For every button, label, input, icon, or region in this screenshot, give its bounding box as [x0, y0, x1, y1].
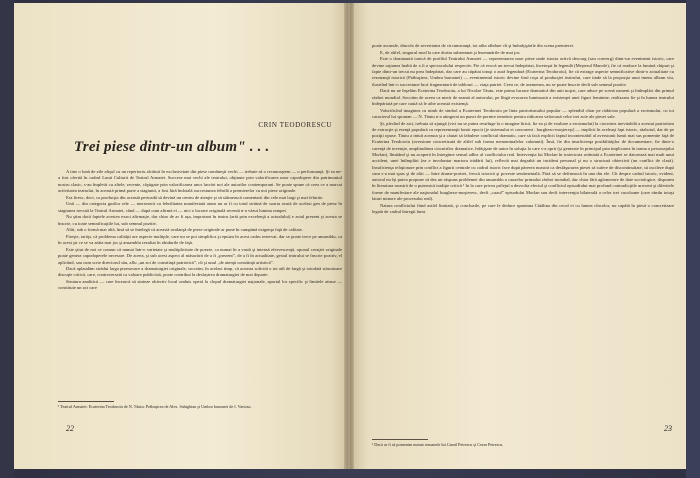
- paragraph: Valorificînd imaginea cu nimb de simbol a Ecaterinei Teodoroiu pe linia patriotismului popular — splendid chiar pe rădăcina populară a eroismului, cu tot caracterul lui spontan — N. Tăutu n-a atingerat un punct de pornire temeinic pentru ridicarea valoroasă celor trei acte ale piesei sale.: [372, 107, 674, 119]
- article-author: CRIN TEODORESCU: [258, 121, 332, 129]
- paragraph: Strutura analitică — care încearcă să sinteze obiectiv locul onduis operă la clopul dramaturgiei naţionale, aportul lor specific şi limitele atinse — constituie un act care: [58, 279, 342, 291]
- left-page: [14, 3, 348, 469]
- paragraph: Unii — din categoria gurilor rele — merseseră cu febrilitatea manifestată atum nu ar fi cu totul străină de soarta avută de acelasi gen de piese în stagiunea trecută la Teatrul Armatei, când — după cum afirmă ei — nici o lucrare originală recentă n-a văzut lumina rampei.: [58, 201, 342, 213]
- paragraph: Fireşte, iarăşi, că problema calităţii are aspecte multiple, care nu se pot simplifica şi epuiza în acest cadru rezervat, dar se poate trece pe ansamblu, ca în acest şir ce se va arăta mai jos şi ansamblu rezultat în rândurile de faţă.: [58, 233, 342, 246]
- paragraph: Dacă aplaudăm strădui larga promovare a dramaturgiei originale, socotim, în acelasi timp, că aceasta solicită o tot atît de largă şi totodată stăruitoare discuţie critică, care, controversată ca valoare publicistă, poate contribui la deslușirea dramaturgiei de mai departe.: [58, 266, 342, 278]
- paragraph: Este ştiut de noi ce comun că numai într-o varietate şi multiplicitate de poezie, ca numai în a vastă şi intensă efervescenţă, oponul creaţiei originale poate genera capodoperele necesare. De aceea, şi sub acest aspect al măsurării de a fi „prezent”, de a fi în actualitate, gestul teatrului se înscrie pozitiv, el aplicând, sau cum scrie directorul său, aflu „un act de constiinţă patriotică”, cît şi unul „de atenţă constiinţă artistică”.: [58, 246, 342, 265]
- article-title: Trei piese dintr-un album" . . .: [74, 139, 270, 155]
- right-page-body: [372, 43, 674, 441]
- footnote: ¹ Teatrul Armatei: Ecaterina Teodoroiu de N. Tăutu; Prăbuşirea de Alex. Sahighian şi Umbra baroanei de I. Vartosu.: [58, 404, 252, 409]
- paragraph: A tine o lună de zile afişul cu un repertoriu alcătuit în exclusivitate din piese româneşti vechi — trebuie să o recunoaştem — o performanţă. Şi ea ne-a fost oferită în cadrul Lunii Culturii de Teatrul Armatei. Succese mai vechi ale teatrului, obţinute prin valorificarea unor capodopere din patrimoniul nostru clasic, s-au împletit cu altele, recente, câştigate prin valorificarea unor lucrări noi ale autorilor contemporani. Se poate spune că ceea ce a marcat activitatea teatrului, în această primă parte a stagiunii, a fost fără îndoială succesiunea febrilă a premierelor cu noi piese originale.: [58, 169, 342, 193]
- paragraph: Natura conflictului fiind astfel limitată, şi concluzile, pe care le deduce spontana Cătălina din cecul ei cu lumea cîncolor, nu capătă în piesă o concretizare legată de cadrul întregii lumi.: [372, 202, 674, 215]
- paragraph: Nu ştim dacă faptele acestea exact afirmaţie, dar chiar de ar fi aşa, important în teatru (artă prin excelenţă a actualului) e actul prezent şi acesta se înscrie, cu toate semnificaţiile lui, sub semnul pozitiv.: [58, 214, 342, 226]
- paragraph: Este o dominantă tonică de profilul Teatrului Armatei — reprezentarea unor piese unde istoria activă descurg (sau converg) dintr-un eveniment istoric, care devine raţiunea înaltă de a fi a spectacolului respectiv. Fie că evocă un trecut îndepărtat, încetoşat în legendă (Meşterul Manole), fie că readuce la lumină chipuri şi fapte dintr-un trecut nu prea îndepărtat, dar care au căpătat totuşi o aură legendară (Ecaterina Teodoroiu), fie că extrage aspecte semnificative dintr-o actualitate cu rezonanţă istorică (Prăbuşirea, Umbra baroanei) — evenimentul istoric devine firul roşu al producţiei teatrului, care tinde să la proporţia unui imens album viu, ilustrînd într-o succesiune lucă fragmentară de tablouri — viaţa patriei. Ceea ce, de asemenea, nu se poate înscrie decît sub semnul pozitiv.: [372, 56, 674, 87]
- footnote-rule: [372, 439, 428, 440]
- page-number: 22: [66, 424, 74, 433]
- cover-edge-right: [686, 0, 700, 478]
- right-page: [350, 3, 686, 469]
- paragraph: Dacă nu ne înşelăm Ecaterina Teodoroiu, a lui Nicolae Tăutu, este prima lucrare dramatică din anii noştri, care aduce pe scenă oameni şi întîmplări din primul război mondial. Socotim de aceea ca merit de seamă al autorului, pe lîngă evocarea luminoasă a existenţei unei figuri feminine, realizarea fie şi în lumea teatrului îndepărtată pe care caută să le aibe această existenţă.: [372, 88, 674, 106]
- cover-edge-left: [0, 0, 14, 478]
- paragraph: poate ascunde, dincolo de severitatea de circumstanţă, tot atîta răbdare cît şi îmbrăţişările din scena premierei.: [372, 43, 575, 48]
- paragraph: Şi, plecînd de aici, trebuia să ajungă (vici nu se putea restrînge la o imagine lirică, fie ea şi de exaltare a eroismului) la ciocnirea inevitabilă a acestui patriotism de extracţie şi esenţă populară cu reprezentanţii lumii epocii (je sistemului ei concurent : burghezo-moşiereşt) — implicit în aceleaşi fapt istoric, războiul, dar de pe poziţii opuse. Tăutu a intuit aceasta şi a căutat să fabulese conflictul dramatic, care să facă explicit faptul incontestabil al aversiunii lumii mai sus pomenite faţă de Ecaterina Teodoroiu (aversiune concretizată de altfel sub forma menominalelor calomnii). Însă, fie din insuficienţa posibilităţilor de documentare, fie dintr-o carenţă de invenţie, amplitudinea ciocnirilor dramatice, înfăţişate de autor în soluţia la care s-a oprit (şi generate în principal prin implicarea în trama a personajului Morlan), lîmitând şi nu acoperă în întregime sensul adînc al conflictului real. Intervenţia lui Morlan în traiectoria avântată a Ecaterinei se datorează mai mult unui accident, unei întîmplări (ea e involuntar martora trădării lui), reflectă mai degrabă un incident personal şi nu o structură obiectivă (un conflict de clasă). Insuficienţa relaţionare prin conflict a figurii centrale cu cadrul istoric face după părerea noastră ca desfăşurarea piesei să sufere de discontinuitate, să oscileze după cum s-a mai spus şi de altii — între drame-portret, frescă istorică şi poveste sentimentală. Fără să se definească în una din ele. Cît despre cadrul istoric, evident, autorul nu îşi putea propune să dea un răspuns problemei din ansamblu a cauzelor primului război mondial, dar chiar fără aglomerare de date sociologice, dispunea în literatura noastră de o puternică tradiţie critică ¹ în la care privea prilejul a desvolta efectul şi conflictul episodiului mai profund contradicţiile uroveni şi diferitele forme de manifestare ale naţionalul burghezo-moşieresc, decît „cazul” episodului Morlan sau decît intervenţia bilaterală a celor trei cucoloane (care rămîn totuşi laturi minore ale procesului real).: [372, 120, 674, 202]
- footnote: ¹ Dacă ar fi să pomenim numai romanele lui Camil Petrescu şi Cezar Petrescu.: [372, 442, 504, 447]
- book-gutter: [344, 3, 354, 469]
- open-book-spread: [14, 3, 686, 469]
- page-number: 23: [664, 424, 672, 433]
- footnote-rule: [58, 401, 114, 402]
- paragraph: E, de altfel, singurul mod la care dorim subsemnat şi însemnările de mai jos.: [380, 49, 521, 55]
- paragraph: Altii, sub o formă mai altă, însă să se întelegă că această avalanşă de piese originale ar pune în cumpănă exigenţa faţă de calitate.: [66, 227, 303, 233]
- paragraph: Era firesc, deci, ca producţia din această perioadă să devină un centru de atenţie şi să stârnească comentarii din cele mai largi şi mai felurite.: [66, 194, 324, 200]
- left-page-body: [58, 169, 342, 401]
